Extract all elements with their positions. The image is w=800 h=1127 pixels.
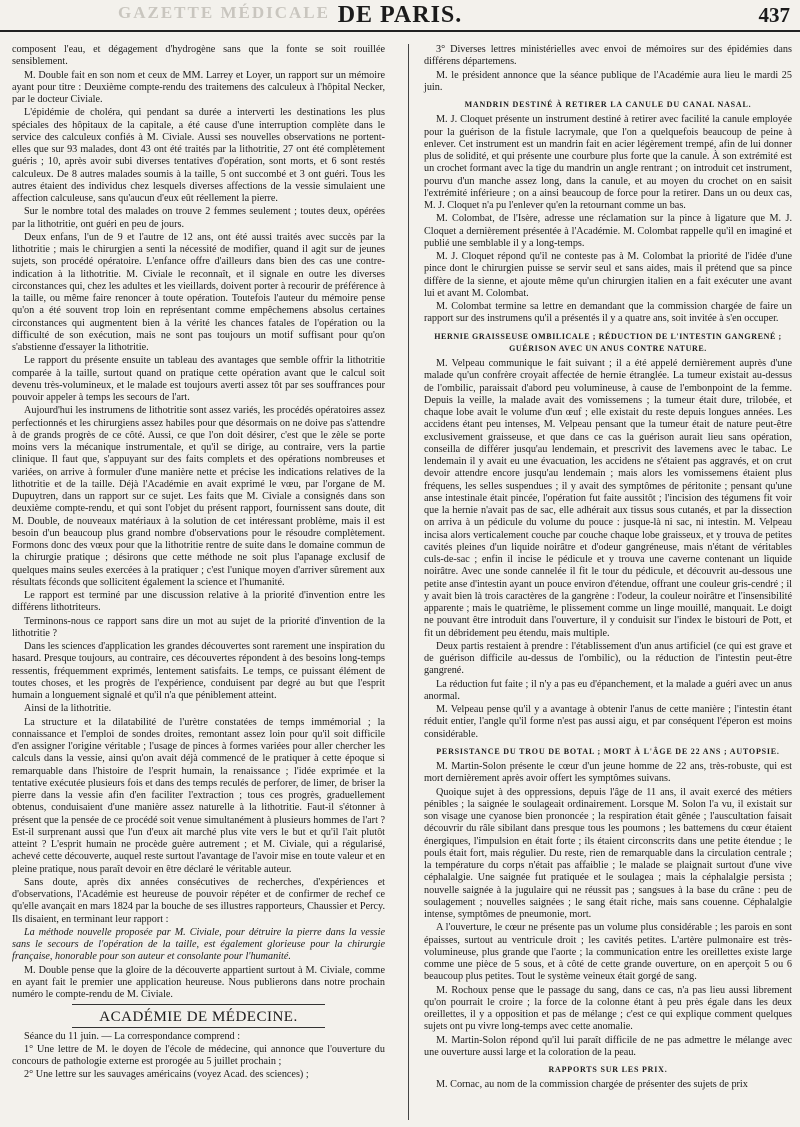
seance-line: Séance du 11 juin. — La correspondance comprend : bbox=[24, 1030, 241, 1042]
page-number: 437 bbox=[758, 3, 790, 27]
masthead bbox=[0, 0, 800, 32]
paragraph: M. Colombat termine sa lettre en demandant que la commission chargée de faire un rapport sur des instrumens qu'il a présentés il y a quatre ans, soit invitée à s'en occuper. bbox=[424, 301, 792, 325]
paragraph: Sans doute, après dix années consécutives de recherches, d'expériences et d'observations, l'Académie est heureuse de pouvoir répéter et de confirmer de rechef ce qu'elle avançait en mars 1824 par la bouche de ses illustres rapporteurs, Chaussier et Percy. Ils disaient, en terminant leur rapport : bbox=[12, 876, 385, 925]
divider bbox=[72, 1004, 325, 1005]
paragraph: Dans les sciences d'application les grandes découvertes sont rarement une inspiration du hasard. Presque toujours, au contraire, ces découvertes répondent à des besoins long-temps ressentis, fréquemment exprimés, lentement satisfaits. Le temps, ce puissant élément de toutes choses, et les progrès de l'expérience, conduisent par degré au but que l'esprit humain a longuement signalé et qu'il n'a que péniblement atteint. bbox=[12, 641, 385, 701]
paragraph: M. Double pense que la gloire de la découverte appartient surtout à M. Civiale, comme en ayant fait le premier une application heureuse. Nous publierons dans notre prochain numéro le compte-rendu de M. Civiale. bbox=[12, 964, 385, 1000]
left-column bbox=[12, 44, 385, 1083]
paragraph: composent l'eau, et dégagement d'hydrogène sans que la fonte se soit rouillée sensiblement. bbox=[12, 44, 385, 68]
paragraph: La structure et la dilatabilité de l'urètre constatées de temps immémorial ; la connaissance et l'emploi de sondes droites, remontant assez loin pour qu'il soit difficile d'en assigner l'origine véritable ; l'usage de pinces à formes variées pour aller chercher les calculs dans la vessie, ainsi qu'on avait déjà commencé de le pratiquer à cette époque si remarquable dans l'histoire de l'esprit humain, la renaissance ; l'idée exprimée et la tentative exécutée plusieurs fois et dans des temps reculés de perforer, de limer, de briser la pierre dans la vessie afin d'en faciliter l'extraction ; tous ces progrès, graduellement obtenus, conduisaient d'une manière assez naturelle à la lithotritie. Faut-il s'étonner à présent que la pensée de ce procédé soit venue simultanément à plusieurs hommes de l'art ? Est-il surprenant aussi que l'un d'eux ait marché plus vite vers le but et qu'il l'ait plutôt atteint ? L'esprit humain ne procède guère autrement ; et M. Civiale, qui a régularisé, achevé cette découverte, auquel reste surtout l'avantage de l'avoir mise en toute valeur et en pleine pratique, nous paraît devoir en être déclaré le véritable auteur. bbox=[12, 716, 385, 875]
section-heading-academie: ACADÉMIE DE MÉDECINE. bbox=[99, 1009, 298, 1026]
paragraph: 1° Une lettre de M. le doyen de l'école de médecine, qui annonce que l'ouverture du concours de pathologie externe est prorogée au 5 juillet prochain ; bbox=[12, 1043, 385, 1067]
paragraph: M. Rochoux pense que le passage du sang, dans ce cas, n'a pas lieu aussi librement qu'on pourrait le croire ; la force de la colonne étant à peu près égale dans les deux oreillettes, il y a opposition et pas de mélange ; c'est ce qui explique comment quelques sujets ont pu vivre long-temps avec cette anomalie. bbox=[424, 984, 792, 1033]
paragraph: M. Cornac, au nom de la commission chargée de présenter des sujets de prix bbox=[436, 1079, 748, 1091]
paragraph: Le rapport du présente ensuite un tableau des avantages que semble offrir la lithotritie comparée à la taille, surtout quand on pratique cette opération avant que le calcul soit devenu très-volumineux, et le malade est toujours averti assez tôt par ses souffrances pour pouvoir appeler à temps les secours de l'art. bbox=[12, 355, 385, 403]
paragraph: M. Colombat, de l'Isère, adresse une réclamation sur la pince à ligature que M. J. Cloquet a dernièrement présentée à l'Académie. M. Colombat rappelle qu'il en imaginé et publié une semblable il y a long-temps. bbox=[424, 213, 792, 249]
paragraph: Ainsi de la lithotritie. bbox=[24, 703, 112, 715]
paragraph: A l'ouverture, le cœur ne présente pas un volume plus considérable ; les parois en sont épaisses, surtout au ventricule droit ; les cavités petites. L'artère pulmonaire est très-volumineuse, plus grande que l'aorte ; la communication entre les oreillettes existe large comme une pièce de 5 sous, et à côté de cette grande ouverture, on en aperçoit 5 ou 6 beaucoup plus petites. Tout le système veineux était gorgé de sang. bbox=[424, 922, 792, 983]
paragraph: La réduction fut faite ; il n'y a pas eu d'épanchement, et la malade a guéri avec un anus anormal. bbox=[424, 678, 792, 702]
paragraph: M. Martin-Solon répond qu'il lui paraît difficile de ne pas admettre le mélange avec une ouverture aussi large et la coloration de la peau. bbox=[424, 1034, 792, 1058]
paragraph: M. Martin-Solon présente le cœur d'un jeune homme de 22 ans, très-robuste, qui est mort dernièrement après avoir offert les symptômes suivans. bbox=[424, 761, 792, 785]
paragraph: 2° Une lettre sur les sauvages américains (voyez Acad. des sciences) ; bbox=[24, 1069, 309, 1081]
divider bbox=[72, 1027, 325, 1028]
subsection-heading: PERSISTANCE DU TROU DE BOTAL ; MORT À L'ÂGE DE 22 ANS ; AUTOPSIE. bbox=[436, 746, 780, 756]
right-column bbox=[424, 44, 792, 1093]
quoted-conclusion: La méthode nouvelle proposée par M. Civiale, pour détruire la pierre dans la vessie sans le secours de l'opération de la taille, est également glorieuse pour la chirurgie française, honorable pour son auteur et consolante pour l'humanité. bbox=[12, 926, 385, 963]
paragraph: M. Double fait en son nom et ceux de MM. Larrey et Loyer, un rapport sur un mémoire ayant pour titre : Deuxième compte-rendu des traitemens des calculeux à l'hôpital Necker, par le docteur Civiale. bbox=[12, 69, 385, 105]
paragraph: L'épidémie de choléra, qui pendant sa durée a interverti les destinations les plus spéciales des hôpitaux de la capitale, a été cause d'une interruption complète dans le service des calculeux confiés à M. Civiale. Aussi ses nouvelles observations ne portent-elles que sur 93 malades, dont 43 ont été traités par la lithotritie, 27 ont été complètement guéris ; 10, après avoir subi diverses tentatives d'opération, sont morts, et 6 sont restés calculeux. De 8 autres malades soumis à la taille, 5 ont succombé et 3 ont guéri. Tous les autres étaient des individus chez lesquels diverses affections de la vessie simulaient une affection calculeuse, sans qu'aucun d'eux eût réellement la pierre. bbox=[12, 107, 385, 204]
masthead-title: DE PARIS. bbox=[337, 2, 463, 28]
masthead-ghost-text: GAZETTE MÉDICALE bbox=[118, 3, 330, 22]
paragraph: 3° Diverses lettres ministérielles avec envoi de mémoires sur des épidémies dans différens départemens. bbox=[424, 44, 792, 68]
paragraph: M. le président annonce que la séance publique de l'Académie aura lieu le mardi 25 juin. bbox=[424, 69, 792, 93]
paragraph: M. J. Cloquet répond qu'il ne conteste pas à M. Colombat la priorité de l'idée d'une pince dont le chirurgien puisse se servir seul et sans aides, mais il prétend que sa pince diffère de la sienne, et ajoute même qu'un chirurgien italien en a fait exécuter une avant lui et avant M. Colombat. bbox=[424, 251, 792, 299]
paragraph: M. Velpeau communique le fait suivant ; il a été appelé dernièrement auprès d'une malade qu'un confrère croyait affectée de hernie étranglée. La tumeur existait au-dessus de l'ombilic, paraissait d'abord peu volumineuse, à cause de l'embonpoint de la femme. Depuis la veille, la malade avait des vomissemens ; la tumeur était dure, trilobée, et chaque lobe avait le volume d'un œuf ; elle existait du reste depuis longues années. Les accidens étant peu intenses, M. Velpeau pensant que la tumeur était de nature peut-être exclusivement graisseuse, et que dans ce cas la guérison aurait lieu sans opération, conseilla de différer jusqu'au lendemain, et prescrivit des lavemens avec le tabac. Le lendemain il y avait eu une évacuation, les accidens ne s'étaient pas aggravés, et on crut devoir attendre encore jusqu'au lendemain ; mais alors les vomissemens étaient plus fréquens, les selles suspendues ; il y avait des symptômes de péritonite ; pensant qu'une anse intestinale était pincée, l'opération fut faite aussitôt ; l'incision des tégumens fit voir que la hernie n'avait pas de sac, elle adhérait aux tissus sous cutanés, et par la dissection on arriva à un pédicule du volume du pouce : jusque-là ni sac, ni intestin. M. Velpeau incisa alors verticalement couche par couche chaque lobe graisseux, et y trouva de petites cavités pleines d'un liquide noirâtre et d'odeur gangréneuse, mais n'étant de véritables culs-de-sac ; enfin il incise le pédicule et y trouva une caverne contenant un liquide noirâtre. Avec une sonde cannelée il fit le tour du pédicule, et découvrit au-dessous une petite anse d'intestin ayant un pouce environ d'étendue, offrant une couleur gris-cendré ; il y avait bien là trois caractères de la gangrène : l'odeur, la couleur noirâtre et l'insensibilité apparente ; mais le quatrième, le plissement comme un linge mouillé, manquait. Le doigt ne pouvant être introduit dans l'ouverture, il y conduisit sur l'index le bistouri de Pott, et fit un débridement peu étendu, mais multiple. bbox=[424, 358, 792, 639]
paragraph: Sur le nombre total des malades on trouve 2 femmes seulement ; toutes deux, opérées par la lithotritie, ont guéri en peu de jours. bbox=[12, 206, 385, 230]
subsection-heading: RAPPORTS SUR LES PRIX. bbox=[548, 1065, 668, 1074]
paragraph: Aujourd'hui les instrumens de lithotritie sont assez variés, les procédés opératoires assez perfectionnés et les chirurgiens assez habiles pour que désormais on ne doive pas s'attendre à de grands progrès de ce côté. Aussi, ce que l'on doit désirer, c'est que le zèle se porte moins vers la mécanique instrumentale, et qu'il se dirige, au contraire, vers la partie clinique. Il faut que, s'appuyant sur des faits complets et des opérations nombreuses et variées, on arrive à formuler d'une manière nette et précise les indications relatives de la lithotritie et de la taille. Déjà l'Académie en avait exprimé le vœu, par l'organe de M. Dupuytren, dans un rapport sur ce sujet. Les faits que M. Civiale a consignés dans son deuxième compte-rendu, et qui sont l'objet du présent rapport, fournissent sans doute, dit M. Double, de nouveaux matériaux à la solution de cet intéressant problème, mais il est besoin d'un beaucoup plus grand nombre d'observations pour le résoudre complètement. Formons donc des vœux pour que la lithotritie rentre de suite dans le domaine commun de la chirurgie pratique ; désirons que cette méthode ne soit plus l'apanage exclusif de quelques mains seules exercées à la pratiquer ; c'est l'unique moyen d'arriver sûrement aux résultats féconds que sollicitent également la science et l'humanité. bbox=[12, 405, 385, 588]
paragraph: Quoique sujet à des oppressions, depuis l'âge de 11 ans, il avait exercé des métiers pénibles ; la saignée le soulageait ordinairement. Lorsque M. Solon l'a vu, il existait sur son visage une cyanose bien prononcée ; la respiration était gênée ; l'auscultation faisait découvrir du râle sibilant dans presque tous les poumons ; les battemens du cœur étaient énergiques, l'impulsion en était forte ; ils étaient circonscrits dans une petite étendue ; le pouls était fort, mais régulier. Du reste, rien de remarquable dans la circulation centrale ; la température du corps n'était pas affaiblie ; le malade se plaignait surtout d'une vive céphalalgie. Une saignée fut pratiquée et le soulagea ; mais la céphalalgie persista ; nouvelle saignée à la jugulaire qui ne réussit pas ; sangsues à la base du crâne : peu de soulagement ; nouvelles saignées ; le sang était riche, mais sans couenne. Céphalalgie intense, symptômes de pneumonie, mort. bbox=[424, 786, 792, 920]
paragraph: Le rapport est terminé par une discussion relative à la priorité d'invention entre les différens lithotriteurs. bbox=[12, 590, 385, 614]
subsection-heading: MANDRIN DESTINÉ À RETIRER LA CANULE DU CANAL NASAL. bbox=[464, 100, 752, 109]
column-divider bbox=[408, 44, 409, 1120]
paragraph: M. Velpeau pense qu'il y a avantage à obtenir l'anus de cette manière ; l'intestin étant réduit entier, l'angle qu'il forme n'est pas aussi aigu, et par conséquent l'éperon est moins considérable. bbox=[424, 704, 792, 740]
paragraph: Deux enfans, l'un de 9 et l'autre de 12 ans, ont été aussi traités avec succès par la lithotritie ; mais le chirurgien a senti la nécessité de modifier, quand il agit sur de jeunes sujets, son procédé opératoire. L'enfance offre d'ailleurs dans bien des cas une contre-indication à la lithotritie. M. Civiale le reconnaît, et il signale en outre les diverses circonstances qui, chez les adultes et les vieillards, doivent porter à recourir de préférence à la taille, ou même faire renoncer à toute opération. Toutefois l'auteur du mémoire pense qu'on a été souvent trop loin en représentant comme empêchemens absolus certaines circonstances qui augmentent bien à la vérité les chances fatales de l'opération ou la difficulté de son exécution, mais ne sont pas toujours un motif suffisant pour qu'on s'abstienne d'essayer la lithotritie. bbox=[12, 231, 385, 353]
paragraph: Deux partis restaient à prendre : l'établissement d'un anus artificiel (ce qui est grave et de guérison difficile au-dessus de l'ombilic), ou la réduction de l'intestin peut-être gangrené. bbox=[424, 640, 792, 677]
paragraph: M. J. Cloquet présente un instrument destiné à retirer avec facilité la canule employée pour la guérison de la fistule lacrymale, que l'on a quelquefois beaucoup de peine à enlever. Cet instrument est un mandrin fait en acier légèrement trempé, afin de lui donner plus de solidité, et qui présente une courbure plus forte que la canule. À son extrémité est un crochet formant avec la tige du mandrin un angle rentrant ; on introduit cet instrument, pourvu d'un manche assez long, dans la canule, et au moyen du crochet on en saisit l'extrémité inférieure ; on a ainsi beaucoup de force pour la retirer. Dans un ou deux cas, M. J. Cloquet n'a pu l'enlever qu'en la retournant comme un bas. bbox=[424, 114, 792, 211]
subsection-heading: HERNIE GRAISSEUSE OMBILICALE ; RÉDUCTION DE L'INTESTIN GANGRENÉ ; GUÉRISON AVEC UN ANUS CONTRE NATURE. bbox=[434, 331, 782, 353]
paragraph: Terminons-nous ce rapport sans dire un mot au sujet de la priorité d'invention de la lithotritie ? bbox=[12, 615, 385, 639]
